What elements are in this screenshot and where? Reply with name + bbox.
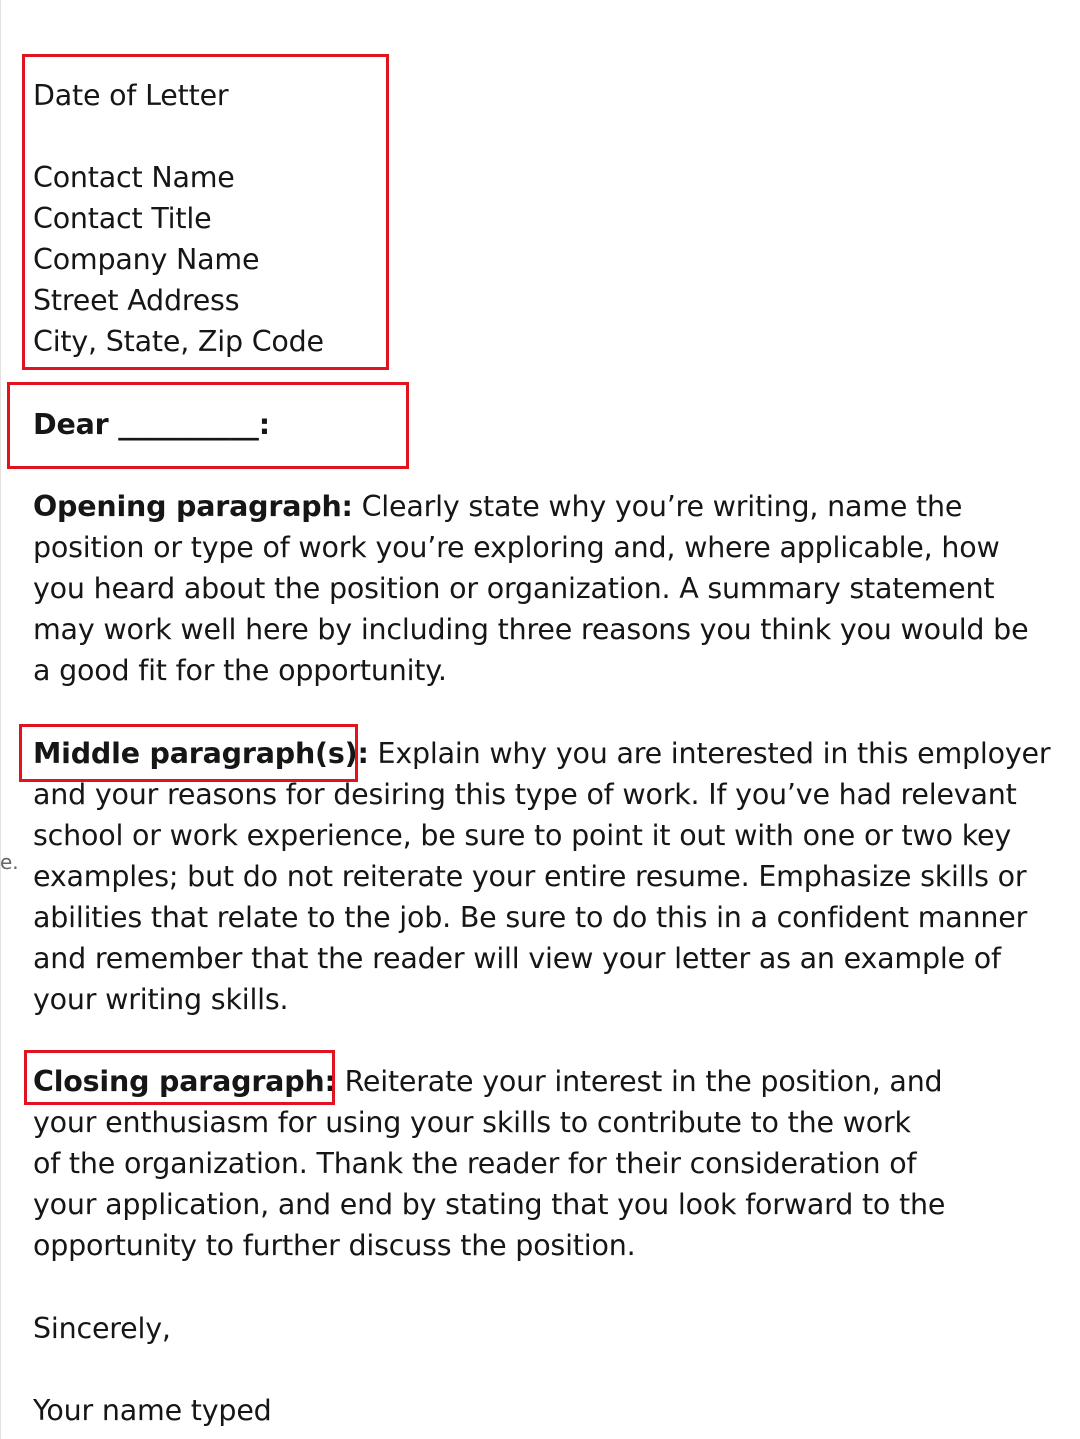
closing-paragraph-lead: Closing paragraph: <box>33 1065 336 1098</box>
middle-line-6: and remember that the reader will view your letter as an example of <box>33 942 1001 975</box>
contact-name: Contact Name <box>33 161 235 194</box>
typed-name: Your name typed <box>33 1394 272 1427</box>
closing-line-4: your application, and end by stating that you look forward to the <box>33 1188 946 1221</box>
middle-line-1: Explain why you are interested in this employer <box>377 737 1051 770</box>
company-name: Company Name <box>33 243 260 276</box>
middle-paragraph-lead: Middle paragraph(s): <box>33 737 369 770</box>
date-of-letter: Date of Letter <box>33 79 229 112</box>
middle-line-3: school or work experience, be sure to point it out with one or two key <box>33 819 1012 852</box>
stray-mark: e. <box>0 850 19 874</box>
middle-line-7: your writing skills. <box>33 983 289 1016</box>
closing-line-3: of the organization. Thank the reader for their consideration of <box>33 1147 917 1180</box>
opening-line-1: Clearly state why you’re writing, name the <box>361 490 963 523</box>
opening-line-3: you heard about the position or organization. A summary statement <box>33 572 995 605</box>
valediction: Sincerely, <box>33 1312 171 1345</box>
city-state-zip: City, State, Zip Code <box>33 325 324 358</box>
middle-line-5: abilities that relate to the job. Be sure to do this in a confident manner <box>33 901 1028 934</box>
left-page-edge <box>0 0 1 1439</box>
middle-line-4: examples; but do not reiterate your entire resume. Emphasize skills or <box>33 860 1027 893</box>
opening-line-4: may work well here by including three reasons you think you would be <box>33 613 1029 646</box>
opening-line-5: a good fit for the opportunity. <box>33 654 447 687</box>
middle-line-2: and your reasons for desiring this type of work. If you’ve had relevant <box>33 778 1017 811</box>
opening-paragraph-lead: Opening paragraph: <box>33 490 353 523</box>
closing-line-5: opportunity to further discuss the position. <box>33 1229 636 1262</box>
closing-line-2: your enthusiasm for using your skills to contribute to the work <box>33 1106 911 1139</box>
opening-line-2: position or type of work you’re exploring and, where applicable, how <box>33 531 1000 564</box>
opening-paragraph <box>33 486 1043 691</box>
street-address: Street Address <box>33 284 240 317</box>
middle-paragraph <box>33 733 1051 1020</box>
contact-title: Contact Title <box>33 202 212 235</box>
closing-paragraph <box>33 1061 1043 1266</box>
closing-line-1: Reiterate your interest in the position, and <box>344 1065 943 1098</box>
salutation: Dear __________: <box>33 408 270 441</box>
